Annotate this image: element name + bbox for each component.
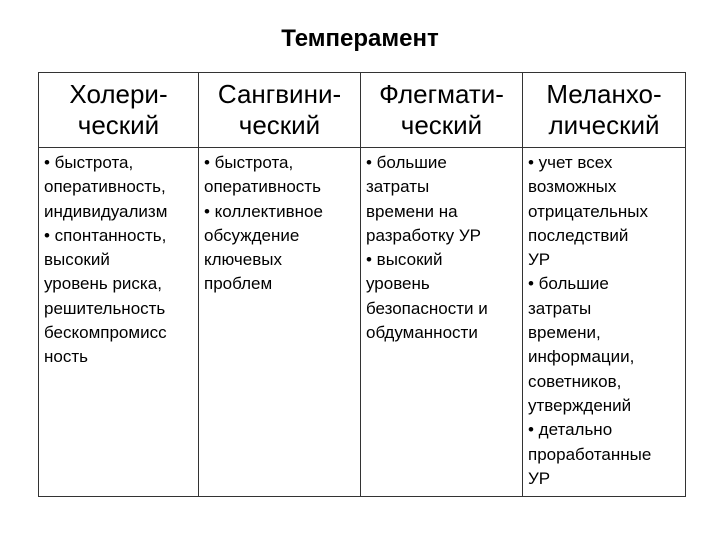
header-line: ческий — [238, 110, 321, 140]
cell-line: времени, — [528, 323, 601, 343]
cell-line: отрицательных — [528, 201, 649, 221]
header-phlegmatic — [361, 73, 523, 148]
cell-line: безопасности и — [366, 298, 488, 318]
cell-line: обдуманности — [366, 323, 478, 343]
cell-line: затраты — [528, 298, 592, 318]
page-title: Темперамент — [281, 25, 439, 52]
cell-line: информации, — [528, 347, 635, 367]
cell-sanguine — [199, 148, 361, 497]
header-line: Холери- — [69, 79, 168, 109]
cell-line: советников, — [528, 371, 622, 391]
cell-line: • быстрота, — [204, 153, 294, 172]
cell-line: • высокий — [366, 250, 443, 270]
cell-line: • быстрота, — [44, 153, 134, 172]
header-line: Меланхо- — [546, 79, 662, 109]
cell-line: • большие — [366, 153, 447, 172]
cell-line: последствий — [528, 225, 629, 245]
cell-line: • учет всех — [528, 153, 613, 172]
header-row — [39, 73, 686, 148]
cell-line: • коллективное — [204, 201, 323, 221]
cell-line: обсуждение — [204, 225, 300, 245]
cell-line: разработку УР — [366, 225, 482, 245]
cell-line: ключевых — [204, 250, 282, 270]
body-row — [39, 148, 686, 497]
cell-line: ность — [44, 347, 88, 367]
cell-phlegmatic — [361, 148, 523, 497]
cell-choleric — [39, 148, 199, 497]
cell-line: бескомпромисс — [44, 323, 167, 343]
cell-line: высокий — [44, 250, 110, 270]
header-melancholic — [523, 73, 686, 148]
header-line: ческий — [77, 110, 160, 140]
cell-line: оперативность — [204, 177, 321, 197]
cell-line: уровень — [366, 274, 430, 294]
cell-line: проработанные — [528, 444, 652, 464]
cell-line: утверждений — [528, 395, 632, 415]
header-choleric — [39, 73, 199, 148]
cell-line: УР — [528, 468, 551, 488]
header-line: Сангвини- — [217, 79, 342, 109]
cell-line: возможных — [528, 177, 617, 197]
cell-line: индивидуализм — [44, 201, 168, 221]
cell-line: уровень риска, — [44, 274, 162, 294]
cell-line: • детально — [528, 420, 613, 440]
header-line: ческий — [400, 110, 483, 140]
cell-line: времени на — [366, 201, 458, 221]
header-sanguine — [199, 73, 361, 148]
cell-line: оперативность, — [44, 177, 166, 197]
temperament-table — [38, 72, 686, 497]
cell-line: затраты — [366, 177, 430, 197]
cell-line: • большие — [528, 274, 609, 294]
cell-line: проблем — [204, 274, 273, 294]
cell-line: • спонтанность, — [44, 225, 167, 245]
cell-melancholic — [523, 148, 686, 497]
cell-line: УР — [528, 250, 551, 270]
cell-line: решительность — [44, 298, 166, 318]
header-line: лический — [548, 110, 660, 140]
header-line: Флегмати- — [379, 79, 504, 109]
